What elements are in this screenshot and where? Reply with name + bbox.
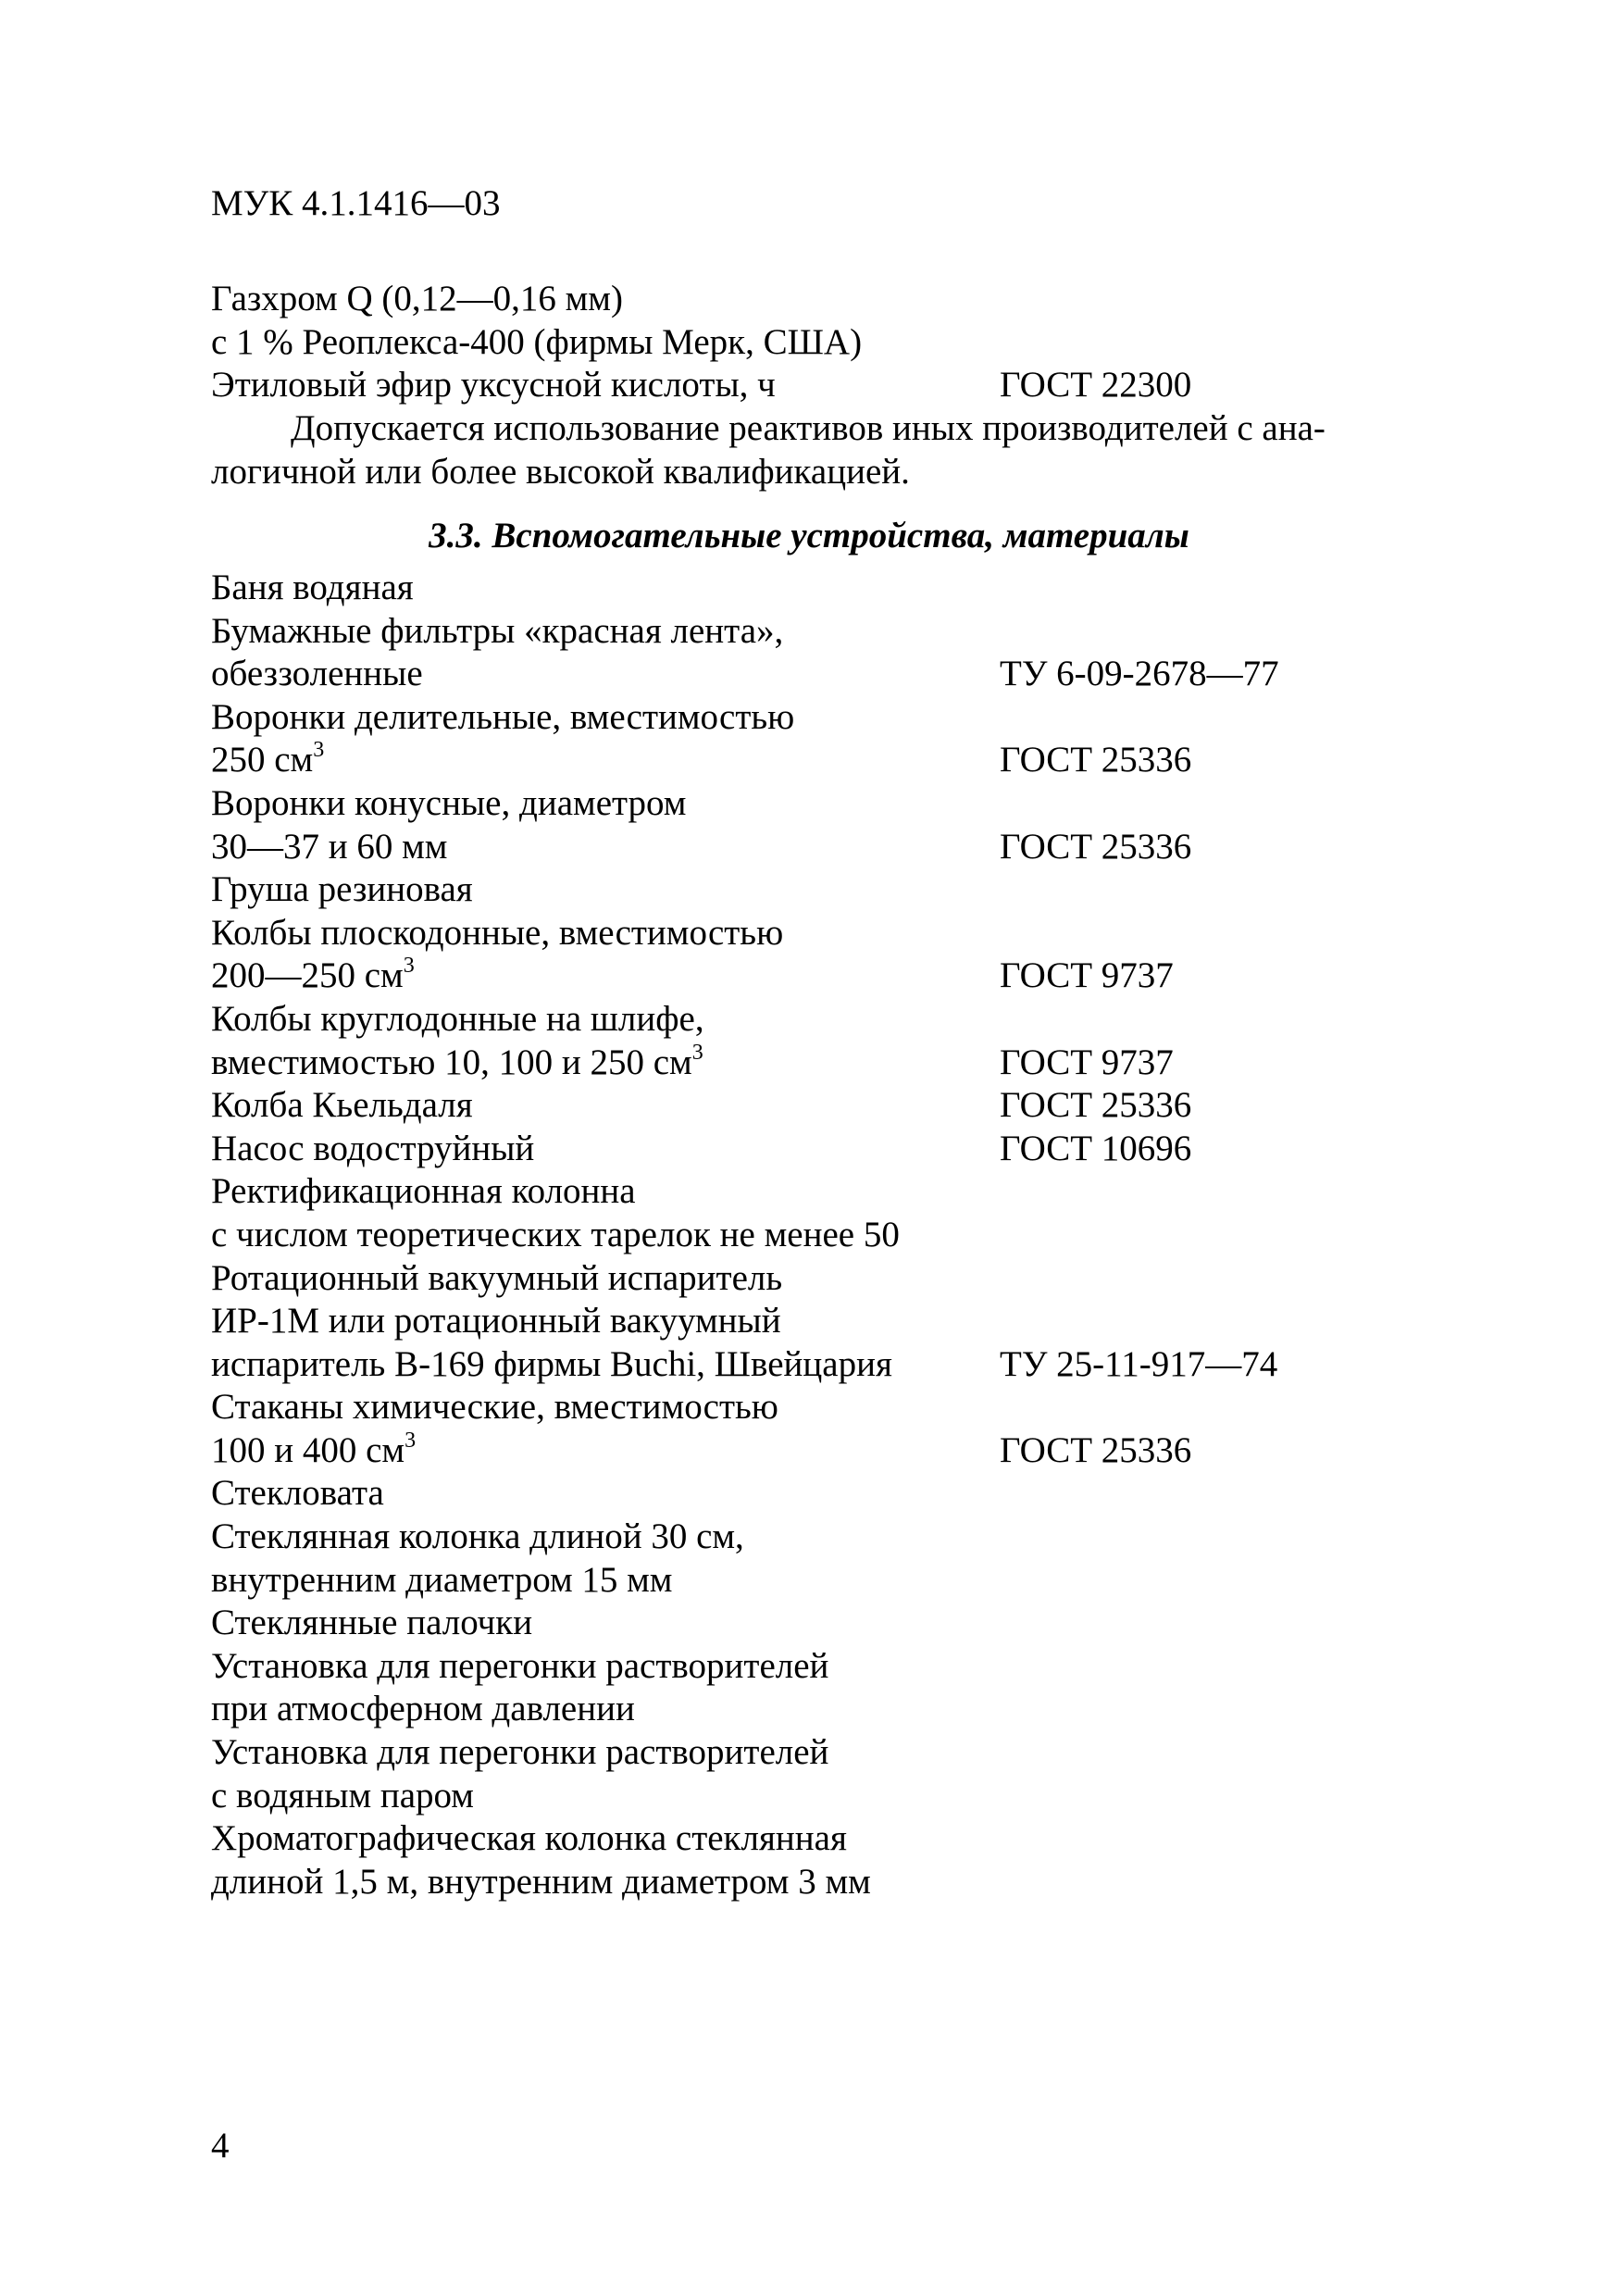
equipment-line bbox=[211, 1170, 1414, 1214]
equipment-name bbox=[211, 611, 783, 651]
equipment-name-text: Баня водяная bbox=[211, 568, 414, 607]
equipment-line bbox=[211, 1084, 1414, 1128]
equipment-name bbox=[211, 1560, 673, 1600]
equipment-name-text: Колбы плоскодонные, вместимостью bbox=[211, 912, 784, 953]
equipment-name-text: Стеклянные палочки bbox=[211, 1603, 533, 1643]
equipment-name-text: Колба Кьельдаля bbox=[211, 1085, 473, 1126]
equipment-standard: ГОСТ 25336 bbox=[1000, 1429, 1192, 1470]
unit-superscript: 3 bbox=[313, 738, 325, 763]
equipment-name bbox=[211, 1085, 473, 1125]
equipment-name bbox=[211, 999, 704, 1039]
unit-superscript: 3 bbox=[404, 1428, 417, 1453]
equipment-name bbox=[211, 1171, 636, 1211]
equipment-name-text: 30—37 и 60 мм bbox=[211, 826, 448, 867]
equipment-name-text: Бумажные фильтры «красная лента», bbox=[211, 610, 784, 651]
equipment-line bbox=[211, 1300, 1414, 1343]
equipment-line bbox=[211, 1472, 1414, 1516]
equipment-name bbox=[211, 1776, 474, 1816]
equipment-name-text: с числом теоретических тарелок не менее 50 bbox=[211, 1214, 900, 1254]
equipment-name-text: длиной 1,5 м, внутренним диаметром 3 мм bbox=[211, 1861, 871, 1902]
equipment-name bbox=[211, 1473, 384, 1513]
equipment-name-text: 250 см bbox=[211, 740, 314, 780]
equipment-line bbox=[211, 1775, 1414, 1818]
equipment-name bbox=[211, 1215, 900, 1254]
equipment-standard: ТУ 25-11-917—74 bbox=[1000, 1343, 1278, 1384]
equipment-name-text: Установка для перегонки растворителей bbox=[211, 1732, 829, 1773]
equipment-name-text: Стаканы химические, вместимостью bbox=[211, 1387, 778, 1428]
equipment-line bbox=[211, 1343, 1414, 1387]
equipment-name bbox=[211, 783, 686, 823]
equipment-line bbox=[211, 1559, 1414, 1603]
equipment-line bbox=[211, 610, 1414, 654]
reagent-name: с 1 % Реоплекса-400 (фирмы Мерк, США) bbox=[211, 321, 863, 362]
equipment-name-text: Насос водоструйный bbox=[211, 1128, 535, 1168]
equipment-line bbox=[211, 696, 1414, 740]
equipment-line bbox=[211, 1429, 1414, 1473]
equipment-name bbox=[211, 1516, 744, 1556]
equipment-name bbox=[211, 1603, 532, 1642]
equipment-standard: ГОСТ 25336 bbox=[1000, 826, 1192, 867]
equipment-standard: ГОСТ 10696 bbox=[1000, 1128, 1192, 1168]
reagent-line bbox=[211, 364, 1414, 407]
equipment-name-text: ИР-1М или ротационный вакуумный bbox=[211, 1301, 781, 1341]
equipment-line bbox=[211, 912, 1414, 955]
equipment-name-text: 100 и 400 см bbox=[211, 1429, 405, 1470]
equipment-name bbox=[211, 1042, 703, 1082]
note-line-2: логичной или более высокой квалификацией. bbox=[211, 451, 910, 492]
equipment-line bbox=[211, 1731, 1414, 1775]
document-code: МУК 4.1.1416—03 bbox=[211, 183, 501, 223]
equipment-name bbox=[211, 1344, 892, 1384]
equipment-name bbox=[211, 827, 447, 867]
equipment-line bbox=[211, 782, 1414, 826]
equipment-name bbox=[211, 1818, 847, 1858]
equipment-line bbox=[211, 1257, 1414, 1301]
equipment-name bbox=[211, 1862, 871, 1902]
equipment-name-text: обеззоленные bbox=[211, 654, 423, 694]
equipment-line bbox=[211, 1602, 1414, 1645]
equipment-name-text: Ректификационная колонна bbox=[211, 1171, 636, 1212]
unit-superscript: 3 bbox=[691, 1040, 703, 1065]
equipment-line bbox=[211, 1817, 1414, 1861]
equipment-standard: ГОСТ 9737 bbox=[1000, 1042, 1174, 1082]
equipment-name-text: вместимостью 10, 100 и 250 см bbox=[211, 1042, 692, 1082]
equipment-name-text: Стеклянная колонка длиной 30 см, bbox=[211, 1516, 744, 1557]
equipment-name bbox=[211, 1301, 781, 1341]
equipment-line bbox=[211, 868, 1414, 912]
equipment-name-text: при атмосферном давлении bbox=[211, 1689, 635, 1729]
reagent-name: Этиловый эфир уксусной кислоты, ч bbox=[211, 365, 776, 405]
equipment-name-text: Установка для перегонки растворителей bbox=[211, 1645, 829, 1686]
equipment-name bbox=[211, 697, 794, 737]
equipment-line bbox=[211, 998, 1414, 1042]
note-paragraph bbox=[211, 407, 1414, 493]
equipment-line bbox=[211, 653, 1414, 696]
equipment-line bbox=[211, 567, 1414, 610]
equipment-line bbox=[211, 826, 1414, 869]
equipment-name bbox=[211, 1732, 828, 1772]
unit-superscript: 3 bbox=[403, 954, 415, 979]
equipment-name bbox=[211, 913, 783, 953]
equipment-name-text: с водяным паром bbox=[211, 1775, 474, 1816]
equipment-name bbox=[211, 869, 473, 909]
equipment-standard: ГОСТ 25336 bbox=[1000, 740, 1192, 780]
equipment-name-text: Ротационный вакуумный испаритель bbox=[211, 1257, 783, 1298]
equipment-name-text: Воронки конусные, диаметром bbox=[211, 782, 687, 823]
equipment-line bbox=[211, 1688, 1414, 1731]
equipment-name bbox=[211, 1258, 782, 1298]
reagent-name: Газхром Q (0,12—0,16 мм) bbox=[211, 279, 623, 318]
equipment-standard: ГОСТ 25336 bbox=[1000, 1085, 1192, 1126]
equipment-list bbox=[211, 567, 1414, 1903]
equipment-standard: ТУ 6-09-2678—77 bbox=[1000, 654, 1279, 694]
equipment-name-text: внутренним диаметром 15 мм bbox=[211, 1559, 673, 1600]
equipment-line bbox=[211, 739, 1414, 782]
equipment-name-text: 200—250 см bbox=[211, 955, 404, 996]
equipment-line bbox=[211, 955, 1414, 998]
page-number: 4 bbox=[211, 2126, 230, 2165]
equipment-line bbox=[211, 1128, 1414, 1171]
equipment-name-text: Стекловата bbox=[211, 1473, 384, 1514]
section-heading: 3.3. Вспомогательные устройства, материалы bbox=[429, 516, 1189, 555]
equipment-line bbox=[211, 1645, 1414, 1689]
equipment-name bbox=[211, 654, 423, 693]
equipment-name-text: Груша резиновая bbox=[211, 869, 473, 910]
equipment-line bbox=[211, 1042, 1414, 1085]
reagent-line bbox=[211, 321, 1414, 365]
equipment-line bbox=[211, 1214, 1414, 1257]
equipment-name bbox=[211, 955, 415, 995]
reagents-list bbox=[211, 278, 1414, 407]
note-line-1: Допускается использование реактивов иных производителей с ана- bbox=[291, 408, 1326, 448]
equipment-name bbox=[211, 1689, 635, 1728]
equipment-name bbox=[211, 1430, 416, 1470]
equipment-line bbox=[211, 1516, 1414, 1559]
equipment-name-text: испаритель В-169 фирмы Buchi, Швейцария bbox=[211, 1343, 892, 1384]
equipment-name bbox=[211, 1646, 828, 1686]
equipment-name bbox=[211, 1129, 534, 1168]
equipment-line bbox=[211, 1386, 1414, 1429]
equipment-name bbox=[211, 1387, 778, 1427]
equipment-line bbox=[211, 1861, 1414, 1904]
reagent-line bbox=[211, 278, 1414, 321]
equipment-name-text: Воронки делительные, вместимостью bbox=[211, 696, 795, 737]
reagent-standard: ГОСТ 22300 bbox=[1000, 365, 1192, 405]
equipment-name-text: Хроматографическая колонка стеклянная bbox=[211, 1818, 847, 1859]
equipment-name-text: Колбы круглодонные на шлифе, bbox=[211, 998, 704, 1039]
equipment-name bbox=[211, 740, 324, 780]
equipment-standard: ГОСТ 9737 bbox=[1000, 955, 1174, 996]
equipment-name bbox=[211, 568, 414, 607]
